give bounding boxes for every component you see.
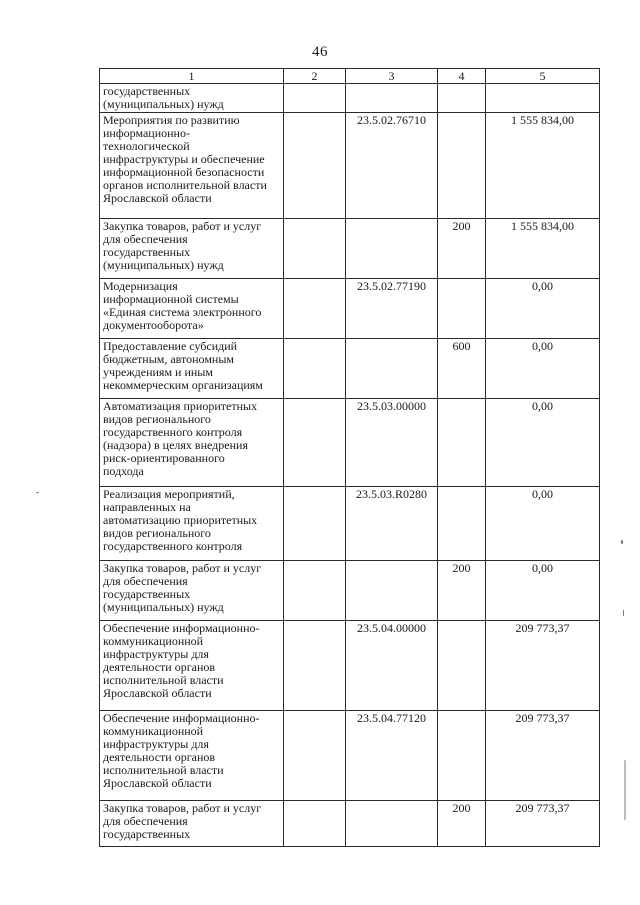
table-row (100, 399, 600, 487)
item-expense-type: 200 (438, 801, 486, 847)
item-code (346, 339, 438, 399)
table-row (100, 219, 600, 279)
item-amount: 209 773,37 (486, 711, 600, 801)
item-code: 23.5.03.00000 (346, 399, 438, 487)
item-amount: 0,00 (486, 339, 600, 399)
table-row (100, 561, 600, 621)
item-code (346, 801, 438, 847)
table-row (100, 711, 600, 801)
item-name: Обеспечение информационно- коммуникационной инфраструктуры для деятельности органов исполнительной власти Ярославской области (100, 621, 284, 711)
header-col-3: 3 (346, 69, 438, 84)
item-name: Закупка товаров, работ и услуг для обеспечения государственных (муниципальных) нужд (100, 561, 284, 621)
header-col-5: 5 (486, 69, 600, 84)
item-expense-type (438, 113, 486, 219)
item-amount: 209 773,37 (486, 801, 600, 847)
item-col2 (284, 399, 346, 487)
header-col-4: 4 (438, 69, 486, 84)
table-header-row (100, 69, 600, 84)
item-col2 (284, 279, 346, 339)
item-amount: 0,00 (486, 399, 600, 487)
item-col2 (284, 561, 346, 621)
table-row (100, 113, 600, 219)
table-row (100, 279, 600, 339)
item-expense-type (438, 487, 486, 561)
budget-table (99, 68, 600, 847)
item-amount: 209 773,37 (486, 621, 600, 711)
table-row (100, 84, 600, 113)
table-row (100, 339, 600, 399)
item-expense-type (438, 84, 486, 113)
scan-speck (36, 492, 39, 493)
item-col2 (284, 84, 346, 113)
item-amount: 0,00 (486, 487, 600, 561)
item-code (346, 84, 438, 113)
item-name: Предоставление субсидий бюджетным, автономным учреждениям и иным некоммерческим организациям (100, 339, 284, 399)
scan-speck (624, 760, 626, 820)
item-expense-type (438, 399, 486, 487)
item-amount: 0,00 (486, 561, 600, 621)
item-name: Обеспечение информационно- коммуникационной инфраструктуры для деятельности органов исполнительной власти Ярославской области (100, 711, 284, 801)
item-code: 23.5.03.R0280 (346, 487, 438, 561)
page-number: 46 (312, 44, 328, 60)
table-row (100, 801, 600, 847)
item-col2 (284, 711, 346, 801)
table-row (100, 487, 600, 561)
item-col2 (284, 339, 346, 399)
item-expense-type: 200 (438, 219, 486, 279)
item-code: 23.5.02.77190 (346, 279, 438, 339)
item-code (346, 561, 438, 621)
item-name: Мероприятия по развитию информационно- технологической инфраструктуры и обеспечение информационной безопасности органов исполнительной власти Ярославской области (100, 113, 284, 219)
item-name: Закупка товаров, работ и услуг для обеспечения государственных (муниципальных) нужд (100, 219, 284, 279)
item-expense-type: 600 (438, 339, 486, 399)
header-col-1: 1 (100, 69, 284, 84)
scan-speck (623, 610, 624, 616)
item-expense-type (438, 279, 486, 339)
item-amount: 0,00 (486, 279, 600, 339)
item-code: 23.5.02.76710 (346, 113, 438, 219)
header-col-2: 2 (284, 69, 346, 84)
item-amount: 1 555 834,00 (486, 219, 600, 279)
item-name: Модернизация информационной системы «Единая система электронного документооборота» (100, 279, 284, 339)
item-name: государственных (муниципальных) нужд (100, 84, 284, 113)
item-code (346, 219, 438, 279)
item-name: Закупка товаров, работ и услуг для обеспечения государственных (100, 801, 284, 847)
item-code: 23.5.04.77120 (346, 711, 438, 801)
item-col2 (284, 219, 346, 279)
item-col2 (284, 487, 346, 561)
item-amount (486, 84, 600, 113)
item-name: Автоматизация приоритетных видов регионального государственного контроля (надзора) в целях внедрения риск-ориентированного подхода (100, 399, 284, 487)
scan-speck (621, 540, 623, 544)
item-name: Реализация мероприятий, направленных на автоматизацию приоритетных видов регионального государственного контроля (100, 487, 284, 561)
item-col2 (284, 113, 346, 219)
item-col2 (284, 621, 346, 711)
item-expense-type (438, 621, 486, 711)
item-amount: 1 555 834,00 (486, 113, 600, 219)
item-col2 (284, 801, 346, 847)
item-code: 23.5.04.00000 (346, 621, 438, 711)
item-expense-type: 200 (438, 561, 486, 621)
table-row (100, 621, 600, 711)
item-expense-type (438, 711, 486, 801)
